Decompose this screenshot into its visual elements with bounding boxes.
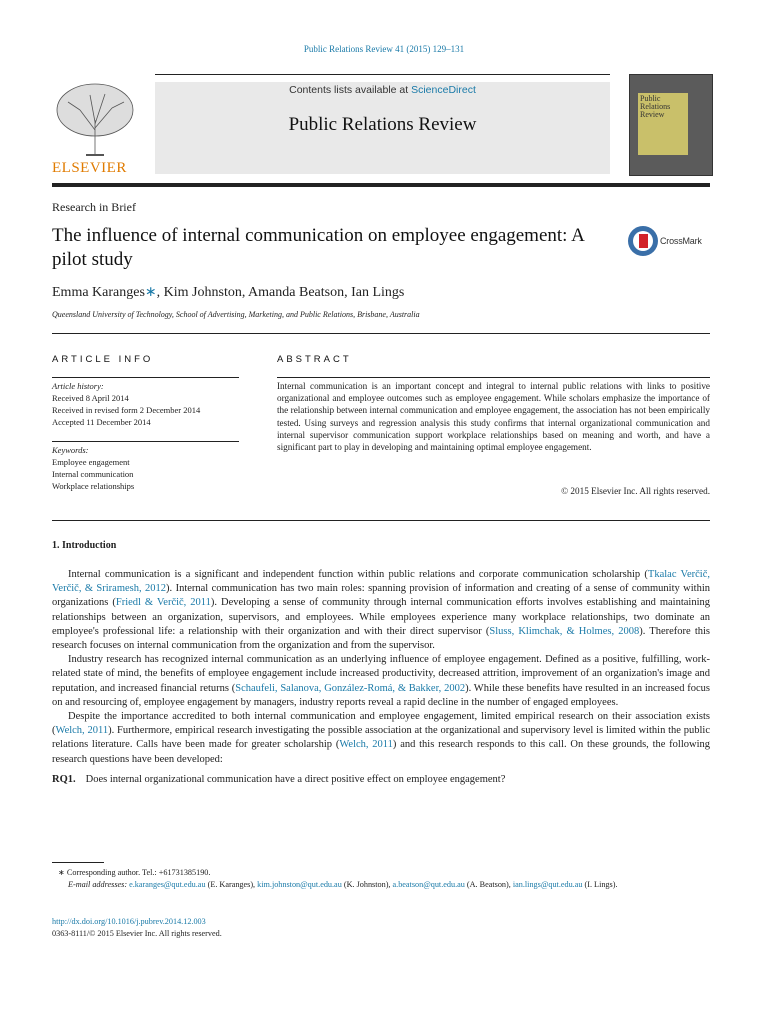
paper-title: The influence of internal communication on employee engagement: A pilot study [52,225,584,270]
journal-reference[interactable]: Public Relations Review 41 (2015) 129–131 [303,44,465,54]
paragraph [52,710,710,767]
doi-block [52,916,222,940]
footnotes [52,867,710,890]
affiliation: Queensland University of Technology, School of Advertising, Marketing, and Public Relations, Brisbane, Australia [52,310,420,319]
citation-link[interactable]: Welch, 2011 [339,739,393,751]
article-info-rule [52,377,239,378]
footnote-rule [52,862,104,863]
section-rule [52,333,710,334]
text-run: ). Internal communication has two main roles: spanning provision of information and creating of a sense of community within organizations ( [52,583,711,609]
email-label: E-mail addresses: [68,879,130,889]
citation-link[interactable]: Friedl & Verčič, 2011 [115,597,211,609]
text-run: Internal communication is a significant and independent function within public relations and corporate communication scholarship ( [68,569,648,580]
doi-link[interactable]: http://dx.doi.org/10.1016/j.pubrev.2014.12.003 [52,917,206,926]
article-history [52,380,200,428]
email-link[interactable]: e.karanges@qut.edu.au [129,879,206,889]
author-name: Emma Karanges [52,285,145,300]
text-run: ). Therefore this research focuses on internal communication from the organization and from the supervisor. [52,625,710,652]
email-link[interactable]: a.beatson@qut.edu.au [392,879,465,889]
author-list [52,284,404,301]
email-addresses [52,879,710,891]
section-rule [52,520,710,521]
crossmark-icon [628,226,658,256]
corresponding-author-mark[interactable]: ∗ [144,285,157,300]
abstract-rule [277,377,710,378]
keywords-rule [52,441,239,442]
keyword: Internal communication [52,469,134,479]
text-run: Despite the importance accredited to both internal communication and employee engagement, limited empirical research on their association exists ( [52,711,710,737]
journal-title[interactable]: Public Relations Review [288,114,477,135]
contents-prefix: Contents lists available at [289,84,412,96]
research-question [52,773,710,787]
history-label: Article history: [52,381,104,391]
keyword: Employee engagement [52,457,130,467]
crossmark-badge[interactable] [628,226,702,256]
header-thick-rule [52,183,710,187]
keyword: Workplace relationships [52,481,135,491]
keywords-label: Keywords: [52,445,89,455]
journal-cover-thumbnail[interactable] [629,74,713,176]
received-date: Received 8 April 2014 [52,393,129,403]
sciencedirect-link[interactable]: ScienceDirect [411,84,476,96]
introduction-body [52,568,710,787]
email-owner: (A. Beatson), [464,879,513,889]
corresponding-author-note: ∗ Corresponding author. Tel.: +61731385190. [58,868,211,877]
citation-link[interactable]: Welch, 2011 [55,725,109,737]
article-info-heading: ARTICLE INFO [52,354,154,365]
rq-text: Does internal organizational communication have a direct positive effect on employee engagement? [85,773,506,785]
abstract-text: Internal communication is an important concept and integral to internal public relations with links to positive organizational and employee outcomes such as employee engagement. While scholars emphasize the importance of the relationship between internal communication and employee engagement, the association has not been empirically tested. Using surveys and regression analysis this study confirms that internal organizational communication and internal supervisor communication support workplace relationships based on meaning and worth, and have a significant part to play in developing and maintaining optimal employee engagement. [277,381,710,453]
contents-line [155,84,610,96]
email-owner: (K. Johnston), [341,879,393,889]
citation-link[interactable]: Sluss, Klimchak, & Holmes, 2008 [489,625,640,637]
publisher-wordmark: ELSEVIER [52,160,127,176]
article-type: Research in Brief [52,200,136,214]
accepted-date: Accepted 11 December 2014 [52,417,151,427]
revised-date: Received in revised form 2 December 2014 [52,405,201,415]
section-heading: 1. Introduction [52,540,117,551]
abstract-copyright: © 2015 Elsevier Inc. All rights reserved. [561,486,710,496]
email-owner: (I. Lings). [582,879,618,889]
cover-title: Public Relations Review [638,93,688,155]
text-run: ). Developing a sense of community through internal communication efforts involves establishing and maintaining relationships between an organization, supervisors, and employees. While employees experience many workplace relationships, two dominate an employee's professional life: a relationship with their organization and with their direct supervisor ( [52,597,711,637]
author-name: , Kim Johnston, Amanda Beatson, Ian Lings [156,285,405,300]
issn-copyright: 0363-8111/© 2015 Elsevier Inc. All rights reserved. [52,929,222,938]
citation-link[interactable]: Tkalac Verčič, Verčič, & Sriramesh, 2012 [52,569,710,595]
header-rule [155,74,610,75]
text-run: ). While these benefits have resulted in an increased focus on and resourcing of, employee engagement by managers, industry reports reveal a rapid decline in the number of engaged employees. [52,682,710,708]
keywords-block [52,444,134,492]
abstract-heading: ABSTRACT [277,354,352,365]
paragraph [52,568,710,653]
email-link[interactable]: kim.johnston@qut.edu.au [257,879,342,889]
citation-link[interactable]: Schaufeli, Salanova, González-Romá, & Bakker, 2002 [235,682,466,694]
email-owner: (E. Karanges), [205,879,258,889]
text-run: Industry research has recognized internal communication as an underlying influence of employee engagement. Defined as a positive, fulfilling, work-related state of mind, the benefits of employee engagement include increased productivity, decreased attrition, improvement of an organization's image and reputation, and increased financial returns ( [52,654,710,694]
text-run: ). Furthermore, empirical research investigating the possible association at the organizational and supervisory level is limited within the public relations literature. Calls have been made for greater scholarship ( [52,725,711,751]
text-run: ) and this research responds to this call. On these grounds, the following research questions have been developed: [52,739,711,765]
rq-label: RQ1. [52,773,76,785]
email-link[interactable]: ian.lings@qut.edu.au [512,879,583,889]
paragraph [52,653,710,710]
crossmark-label: CrossMark [660,236,702,246]
